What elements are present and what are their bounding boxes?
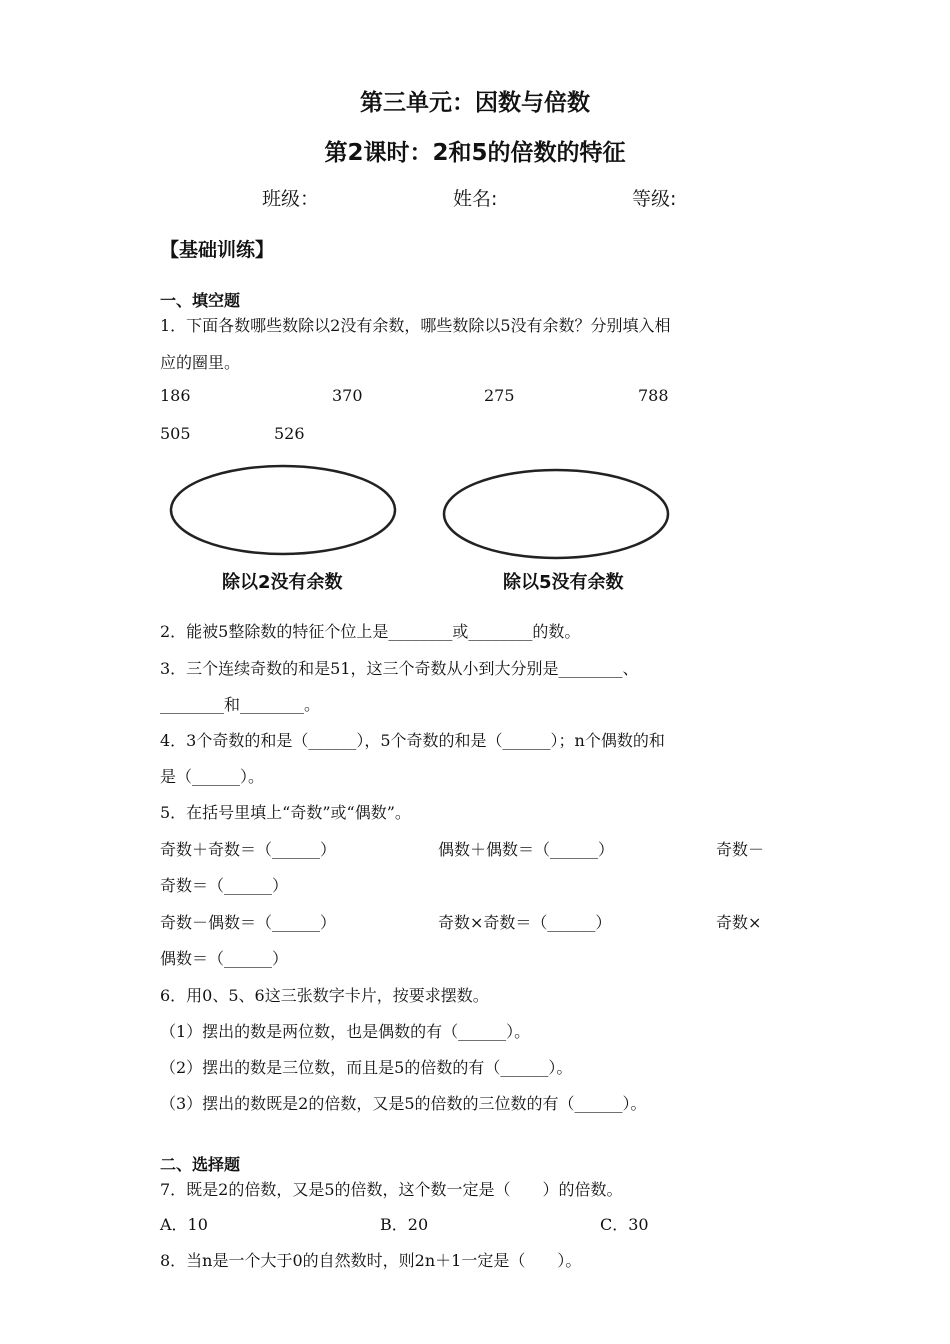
q5-row3-b: 奇数×奇数＝（______） (438, 913, 612, 932)
lesson-title: 第2课时：2和5的倍数的特征 (324, 140, 626, 166)
q1-line1: 1．下面各数哪些数除以2没有余数，哪些数除以5没有余数？分别填入相 (160, 316, 671, 335)
q7-option-b: B．20 (380, 1215, 429, 1234)
q5-row1-c: 奇数－ (716, 840, 765, 859)
oval-label-5: 除以5没有余数 (503, 572, 624, 593)
q1-line2: 应的圈里。 (160, 353, 241, 372)
part1-heading: 一、填空题 (160, 291, 241, 310)
q6-1: （1）摆出的数是两位数，也是偶数的有（______）。 (160, 1022, 531, 1041)
q3-line1: 3．三个连续奇数的和是51，这三个奇数从小到大分别是________、 (160, 659, 639, 678)
q5-row2: 奇数＝（______） (160, 876, 289, 895)
q7-option-c: C．30 (600, 1215, 649, 1234)
number-6: 526 (274, 424, 305, 443)
q6-2: （2）摆出的数是三位数，而且是5的倍数的有（______）。 (160, 1058, 573, 1077)
q5-row3-c: 奇数× (716, 913, 762, 932)
q5-row1-a: 奇数＋奇数＝（______） (160, 840, 337, 859)
oval-divisible-by-5 (444, 470, 668, 558)
q8: 8．当n是一个大于0的自然数时，则2n＋1一定是（ ）。 (160, 1251, 582, 1270)
q5-row4: 偶数＝（______） (160, 949, 289, 968)
grade-label: 等级: (632, 188, 677, 210)
answer-ovals (160, 460, 690, 565)
q5: 5．在括号里填上“奇数”或“偶数”。 (160, 803, 411, 822)
part2-heading: 二、选择题 (160, 1155, 241, 1174)
q2: 2．能被5整除数的特征个位上是________或________的数。 (160, 622, 581, 641)
name-label: 姓名: (453, 188, 498, 210)
oval-label-2: 除以2没有余数 (222, 572, 343, 593)
q6: 6．用0、5、6这三张数字卡片，按要求摆数。 (160, 986, 489, 1005)
q5-row1-b: 偶数＋偶数＝（______） (438, 840, 615, 859)
q4-line2: 是（______）。 (160, 767, 265, 786)
q3-line2: ________和________。 (160, 695, 321, 714)
q7-option-a: A．10 (160, 1215, 208, 1234)
number-4: 788 (638, 386, 669, 405)
section-basic-training: 【基础训练】 (160, 239, 275, 261)
q4-line1: 4．3个奇数的和是（______），5个奇数的和是（______）；n个偶数的和 (160, 731, 665, 750)
class-label: 班级： (262, 188, 320, 210)
number-5: 505 (160, 424, 191, 443)
q7: 7．既是2的倍数，又是5的倍数，这个数一定是（ ）的倍数。 (160, 1180, 623, 1199)
number-3: 275 (484, 386, 515, 405)
q5-row3-a: 奇数－偶数＝（______） (160, 913, 337, 932)
number-1: 186 (160, 386, 191, 405)
oval-divisible-by-2 (171, 466, 395, 554)
unit-title: 第三单元：因数与倍数 (360, 90, 590, 116)
q6-3: （3）摆出的数既是2的倍数，又是5的倍数的三位数的有（______）。 (160, 1094, 647, 1113)
number-2: 370 (332, 386, 363, 405)
